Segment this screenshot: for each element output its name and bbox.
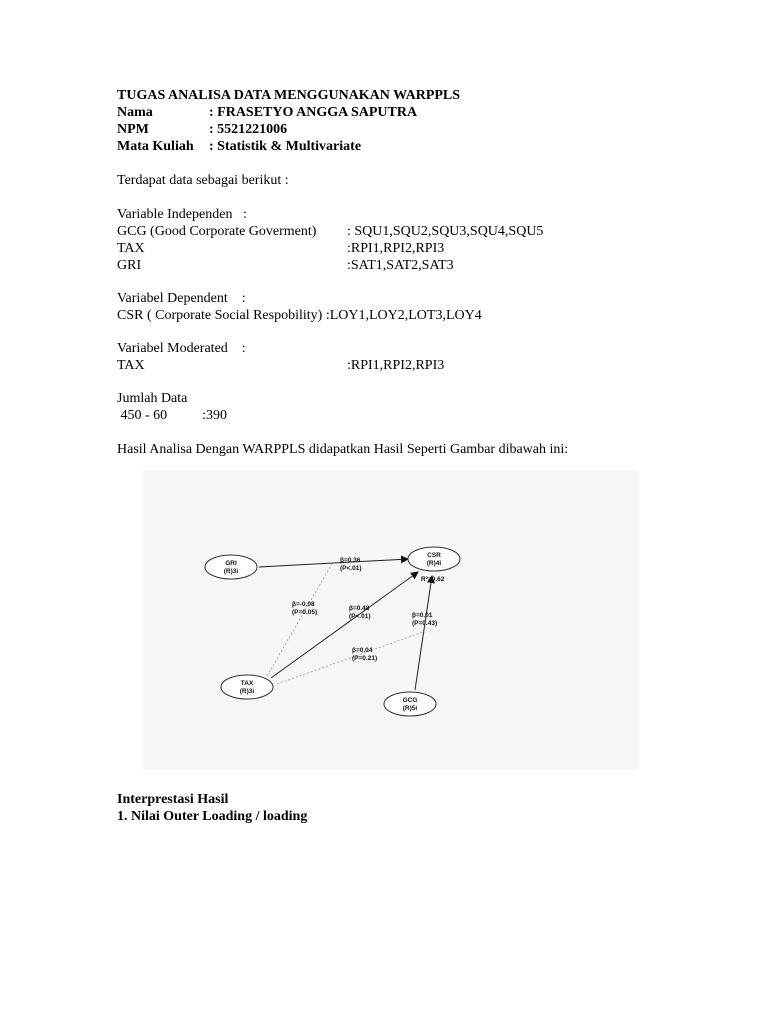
- field-label: Nama: [117, 105, 153, 120]
- node-name: TAX: [240, 680, 254, 687]
- interpretation-heading: Interprestasi Hasil: [117, 792, 229, 807]
- document-title: TUGAS ANALISA DATA MENGGUNAKAN WARPPLS: [117, 88, 461, 103]
- field-value: : FRASETYO ANGGA SAPUTRA: [209, 105, 418, 120]
- path-label-gcg-csr-beta: β=0.01: [412, 612, 433, 619]
- path-label-tax-mod-gcg-beta: β=0.04: [352, 647, 373, 654]
- variable-name: TAX: [117, 358, 145, 373]
- variable-items: :RPI1,RPI2,RPI3: [347, 358, 445, 373]
- node-tax: [221, 675, 273, 699]
- node-name: GCG: [402, 697, 418, 704]
- variable-items: : SQU1,SQU2,SQU3,SQU4,SQU5: [347, 224, 544, 239]
- field-value: : 5521221006: [209, 122, 288, 137]
- moderated-heading: Variabel Moderated :: [117, 341, 246, 356]
- field-nama: [117, 104, 417, 121]
- node-gri: [205, 555, 257, 579]
- path-tax-moderates-gri: [267, 562, 333, 676]
- variable-items: :RPI1,RPI2,RPI3: [347, 241, 445, 256]
- path-tax-csr: [271, 572, 418, 678]
- node-csr: [408, 547, 460, 571]
- node-name: CSR: [427, 552, 441, 559]
- field-mata-kuliah: [117, 138, 361, 155]
- node-sub: (R)3i: [223, 568, 239, 575]
- path-gri-csr: [259, 559, 408, 567]
- path-label-tax-mod-gri-beta: β=-0.08: [292, 601, 315, 608]
- path-label-tax-mod-gcg-p: (P=0.21): [352, 655, 378, 662]
- node-gcg: [384, 692, 436, 716]
- path-label-tax-csr-beta: β=0.48: [349, 605, 370, 612]
- field-value: : Statistik & Multivariate: [209, 139, 362, 154]
- dependent-row: CSR ( Corporate Social Respobility) :LOY1,LOY2,LOT3,LOY4: [117, 308, 482, 323]
- jumlah-heading: Jumlah Data: [117, 391, 188, 406]
- path-label-tax-mod-gri-p: (P=0.05): [292, 609, 318, 616]
- node-sub: (R)4i: [426, 560, 442, 567]
- result-intro: Hasil Analisa Dengan WARPPLS didapatkan Hasil Seperti Gambar dibawah ini:: [117, 442, 569, 457]
- path-label-gri-csr-beta: β=0.36: [340, 557, 361, 564]
- variable-items: :SAT1,SAT2,SAT3: [347, 258, 454, 273]
- dependent-heading: Variabel Dependent :: [117, 291, 246, 306]
- field-label: Mata Kuliah: [117, 139, 194, 154]
- path-label-gri-csr-p: (P<.01): [340, 565, 362, 572]
- path-label-gcg-csr-p: (P=0.43): [412, 620, 438, 627]
- path-diagram-svg: [143, 470, 639, 770]
- jumlah-value: 450 - 60 :390: [117, 408, 228, 423]
- node-sub: (R)5i: [402, 705, 418, 712]
- independent-row-gcg: [117, 223, 543, 240]
- variable-name: GRI: [117, 258, 142, 273]
- independent-row-gri: [117, 257, 454, 274]
- variable-name: GCG (Good Corporate Goverment): [117, 224, 317, 239]
- field-label: NPM: [117, 122, 149, 137]
- independent-heading: Variable Independen :: [117, 207, 247, 222]
- warppls-diagram: [143, 470, 639, 770]
- moderated-row: [117, 357, 444, 374]
- node-name: GRI: [225, 560, 237, 567]
- node-sub: (R)3i: [239, 688, 255, 695]
- independent-row-tax: [117, 240, 444, 257]
- path-gcg-csr: [415, 576, 432, 690]
- intro-text: Terdapat data sebagai berikut :: [117, 173, 289, 188]
- field-npm: [117, 121, 287, 138]
- path-label-tax-csr-p: (P<.01): [349, 613, 371, 620]
- variable-name: TAX: [117, 241, 145, 256]
- interpretation-item-1: 1. Nilai Outer Loading / loading: [117, 809, 308, 824]
- r-squared-label: R²=0.62: [421, 576, 445, 583]
